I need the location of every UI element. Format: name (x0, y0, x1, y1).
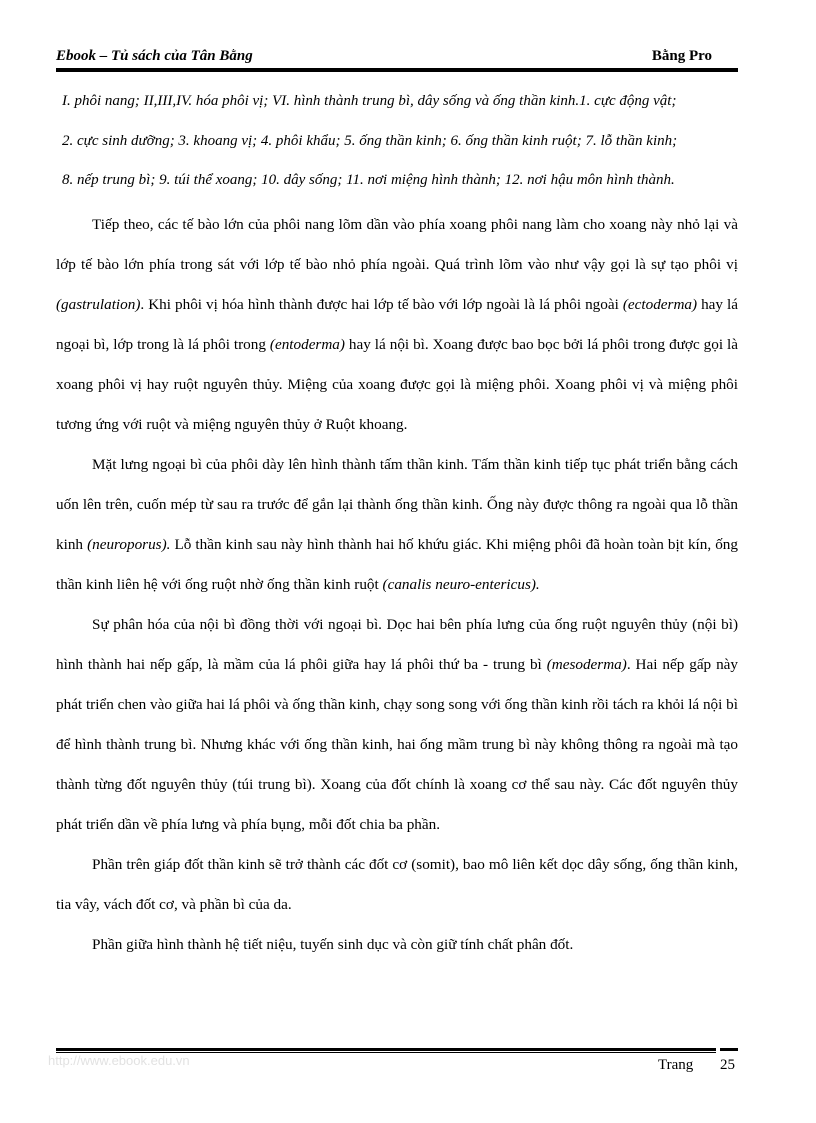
term-entoderma: (entoderma) (269, 335, 345, 353)
term-neuroporus: (neuroporus). (87, 535, 171, 553)
paragraph-mesoderm (56, 605, 738, 845)
watermark-url: http://www.ebook.edu.vn (48, 1053, 190, 1068)
page-number: 25 (720, 1057, 735, 1073)
term-gastrulation: (gastrulation) (56, 295, 141, 313)
page-content (56, 82, 738, 965)
caption-line: 2. cực sinh dưỡng; 3. khoang vị; 4. phôi khẩu; 5. ống thần kinh; 6. ống thần kinh ruột; 7. lỗ thần kinh; (62, 132, 678, 149)
page-header (56, 48, 738, 68)
header-title: Ebook – Tủ sách của Tân Bằng (56, 48, 253, 64)
term-canalis: (canalis neuro-entericus). (382, 575, 540, 593)
text-span: Mặt lưng ngoại bì của phôi dày lên hình thành tấm thần kinh. Tấm thần kinh tiếp tục phát triển bằng cách uốn lên trên, cuốn mép từ sau ra trước để gắn lại thành ống thần kinh. Ống này được thông ra ngoài qua lỗ thần kinh (56, 455, 738, 553)
term-ectoderma: (ectoderma) (622, 295, 698, 313)
text-span: hay lá ngoại bì, lớp trong là lá phôi trong (56, 295, 738, 353)
text-span: Lỗ thần kinh sau này hình thành hai hố khứu giác. Khi miệng phôi đã hoàn toàn bịt kín, ống thần kinh liên hệ với ống ruột nhờ ống thần kinh ruột (56, 535, 738, 593)
paragraph-somite: Phần trên giáp đốt thần kinh sẽ trở thành các đốt cơ (somit), bao mô liên kết dọc dây sống, ống thần kinh, tia vây, vách đốt cơ, và phần bì của da. (56, 855, 738, 913)
footer-page-rule (720, 1048, 738, 1051)
header-rule (56, 68, 738, 72)
page-label: Trang (658, 1057, 694, 1073)
figure-caption (56, 82, 738, 201)
footer-rule (56, 1048, 716, 1051)
text-span: hay lá nội bì. Xoang được bao bọc bởi lá phôi trong được gọi là xoang phôi vị hay ruột nguyên thủy. Miệng của xoang được gọi là miệng phôi. Xoang phôi vị và miệng phôi tương ứng với ruột và miệng nguyên thủy ở Ruột khoang. (56, 335, 738, 433)
text-span: Tiếp theo, các tế bào lớn của phôi nang lõm dần vào phía xoang phôi nang làm cho xoang này nhỏ lại và lớp tế bào lớn phía trong sát với lớp tế bào nhỏ phía ngoài. Quá trình lõm vào như vậy gọi là sự tạo phôi vị (56, 215, 738, 273)
caption-line: 8. nếp trung bì; 9. túi thể xoang; 10. dây sống; 11. nơi miệng hình thành; 12. nơi hậu môn hình thành. (62, 172, 675, 188)
text-span: . Hai nếp gấp này phát triển chen vào giữa hai lá phôi và ống thần kinh, chạy song song với ống thần kinh rồi tách ra khỏi lá nội bì để hình thành trung bì. Nhưng khác với ống thần kinh, hai ống mầm trung bì này không thông ra ngoài mà tạo thành từng đốt nguyên thủy (túi trung bì). Xoang của đốt chính là xoang cơ thể sau này. Các đốt nguyên thủy phát triển dần về phía lưng và phía bụng, mỗi đốt chia ba phần. (56, 655, 738, 833)
text-span: Sự phân hóa của nội bì đồng thời với ngoại bì. Dọc hai bên phía lưng của ống ruột nguyên thủy (nội bì) hình thành hai nếp gấp, là mầm của lá phôi giữa hay lá phôi thứ ba - trung bì (56, 615, 738, 673)
text-span: . Khi phôi vị hóa hình thành được hai lớp tế bào với lớp ngoài là lá phôi ngoài (140, 295, 623, 313)
paragraph-middle-part: Phần giữa hình thành hệ tiết niệu, tuyến sinh dục và còn giữ tính chất phân đốt. (92, 935, 574, 953)
caption-line: I. phôi nang; II,III,IV. hóa phôi vị; VI. hình thành trung bì, dây sống và ống thần kinh.1. cực động vật; (62, 93, 677, 109)
paragraph-gastrulation (56, 205, 738, 445)
term-mesoderma: (mesoderma) (546, 655, 627, 673)
paragraph-neural-tube (56, 445, 738, 605)
header-author: Bằng Pro (651, 48, 712, 64)
